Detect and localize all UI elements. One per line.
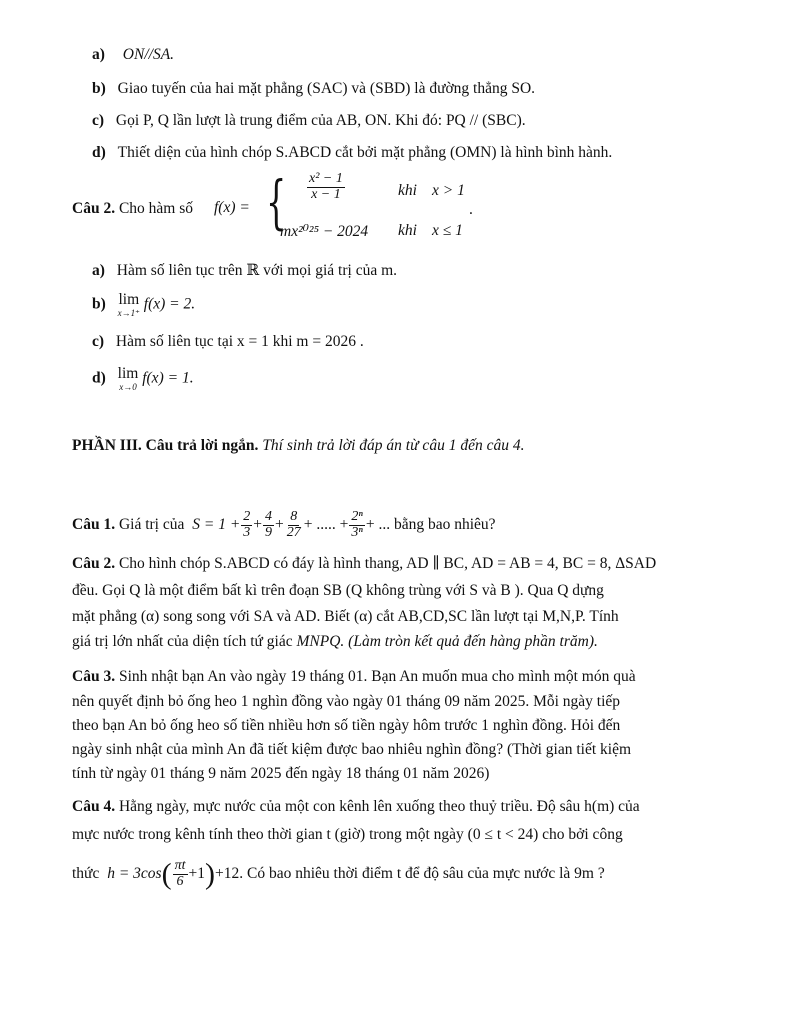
question-intro: Cho hàm số [118, 200, 194, 217]
formula-mid: +1 [188, 865, 205, 882]
question-title: Câu 3. [72, 668, 116, 685]
close-paren: ) [205, 857, 215, 891]
question-text: giá trị lớn nhất của diện tích tứ giác [72, 633, 293, 650]
question-text: thức [72, 865, 100, 882]
formula-frac-num: πt [174, 858, 186, 874]
question-text: Cho hình chóp S.ABCD có đáy là hình thang, AD ∥ BC, AD = AB = 4, BC = 8, ΔSAD [118, 555, 657, 572]
question-title: Câu 2. [72, 555, 116, 572]
question-2-intro [72, 199, 193, 219]
part-title: PHẦN III. Câu trả lời ngắn. [72, 437, 259, 454]
part-note: Thí sinh trả lời đáp án từ câu 1 đến câu 4. [262, 437, 525, 454]
option-text: Thiết diện của hình chóp S.ABCD cắt bởi mặt phẳng (OMN) là hình bình hành. [117, 144, 613, 161]
piece-1-denominator: x − 1 [311, 186, 341, 202]
formula-frac-den: 6 [176, 873, 184, 889]
piece-2-condition: x ≤ 1 [432, 222, 463, 239]
series-tail: + ... bằng bao nhiêu? [365, 515, 496, 533]
series-start: S = 1 + [192, 515, 241, 533]
option-label: c) [92, 112, 105, 129]
option-label: a) [92, 262, 105, 279]
option-label: b) [92, 80, 106, 97]
formula-start: h = 3cos [107, 865, 162, 882]
frac-3-num: 8 [290, 509, 298, 524]
frac-n-num: 2ⁿ [351, 509, 363, 524]
frac-3-den: 27 [286, 524, 301, 540]
limit-subscript: x→1⁺ [117, 307, 140, 318]
option-d [92, 143, 612, 163]
limit-subscript: x→0 [119, 381, 137, 392]
option-label: d) [92, 144, 106, 161]
q2-option-b [92, 292, 195, 318]
limit-word: lim [117, 365, 139, 382]
frac-2-den: 9 [265, 524, 273, 540]
piecewise-brace: { [266, 168, 287, 236]
piece-2-expression: mx²⁰²⁵ − 2024 [280, 223, 369, 240]
option-text: Hàm số liên tục trên ℝ với mọi giá trị của m. [116, 262, 398, 279]
q2-option-a [92, 261, 397, 281]
question-title: Câu 4. [72, 798, 116, 815]
short-question-1: Câu 1. Giá trị của S = 1 + $\frac{2}{3}$ + $\frac{4}{9}$ + $\frac{8}{27}$ + ..... + $\frac{\text{2ⁿ}}{\text{3ⁿ}}$ + ... bằng bao nhiêu? [72, 509, 496, 540]
piece-1-condition: x > 1 [432, 182, 465, 199]
option-label: a) [92, 46, 105, 63]
option-b [92, 79, 535, 99]
question-title: Câu 2. [72, 200, 116, 217]
option-label: c) [92, 333, 105, 350]
q2-option-c [92, 332, 364, 352]
piece-2-khi: khi [398, 222, 417, 239]
option-text: f(x) = 2. [143, 295, 196, 313]
option-label: d) [92, 369, 106, 387]
option-c [92, 111, 526, 131]
option-label: b) [92, 295, 106, 313]
short-question-4-line-3 [72, 852, 605, 896]
open-paren: ( [161, 857, 172, 891]
short-question-3-line-1 [72, 667, 636, 687]
frac-1-den: 3 [243, 524, 251, 540]
limit [118, 366, 139, 392]
function-name: f(x) = [214, 199, 250, 216]
question-text: Sinh nhật bạn An vào ngày 19 tháng 01. Bạn An muốn mua cho mình một món quà [118, 668, 636, 685]
limit [118, 292, 140, 318]
option-a [92, 45, 174, 65]
limit-word: lim [118, 291, 140, 308]
short-question-4-line-2: mực nước trong kênh tính theo thời gian t (giờ) trong một ngày (0 ≤ t < 24) cho bởi công [72, 826, 623, 843]
short-question-2-line-3: mặt phẳng (α) song song với SA và AD. Biết (α) cắt AB,CD,SC lần lượt tại M,N,P. Tính [72, 608, 619, 625]
option-text: Gọi P, Q lần lượt là trung điểm của AB, ON. Khi đó: PQ // (SBC). [115, 112, 526, 129]
part-3-header [72, 436, 524, 456]
short-question-3-line-2: nên quyết định bỏ ống heo 1 nghìn đồng vào ngày 01 tháng 09 năm 2025. Mỗi ngày tiếp [72, 693, 621, 710]
short-question-2-line-4 [72, 632, 598, 652]
q2-option-d [92, 366, 194, 392]
short-question-4-line-1 [72, 797, 640, 817]
option-text: Giao tuyến của hai mặt phẳng (SAC) và (SBD) là đường thẳng SO. [117, 80, 536, 97]
short-question-2-line-2: đều. Gọi Q là một điểm bất kì trên đoạn SB (Q không trùng với S và B ). Qua Q dựng [72, 582, 604, 599]
piece-end: . [469, 201, 473, 218]
question-note: MNPQ. (Làm tròn kết quả đến hàng phần trăm). [296, 633, 598, 650]
short-question-2-line-1 [72, 554, 656, 574]
series-dots: + ..... + [303, 515, 349, 533]
question-text: Hằng ngày, mực nước của một con kênh lên xuống theo thuỷ triều. Độ sâu h(m) của [118, 798, 640, 815]
frac-1-num: 2 [243, 509, 251, 524]
frac-2-num: 4 [265, 509, 273, 524]
option-text: Hàm số liên tục tại x = 1 khi m = 2026 . [115, 333, 364, 350]
option-text: f(x) = 1. [142, 369, 194, 387]
piece-1-khi: khi [398, 182, 417, 199]
short-question-3-line-3: theo bạn An bỏ ống heo số tiền nhiều hơn số tiền ngày hôm trước 1 nghìn đồng. Hỏi đến [72, 717, 621, 734]
question-intro: Giá trị của [118, 515, 185, 533]
short-question-3-line-4: ngày sinh nhật của mình An đã tiết kiệm được bao nhiêu nghìn đồng? (Thời gian tiết kiệm [72, 741, 631, 758]
question-title: Câu 1. [72, 515, 116, 533]
question-text-end: +12. Có bao nhiêu thời điểm t để độ sâu của mực nước là 9m ? [215, 865, 605, 882]
short-question-3-line-5: tính từ ngày 01 tháng 9 năm 2025 đến ngày 18 tháng 01 năm 2026) [72, 765, 490, 782]
option-text: ON//SA. [122, 46, 175, 63]
frac-n-den: 3ⁿ [351, 524, 363, 540]
piece-1-expression [306, 172, 346, 202]
piece-1-numerator: x² − 1 [309, 171, 343, 186]
